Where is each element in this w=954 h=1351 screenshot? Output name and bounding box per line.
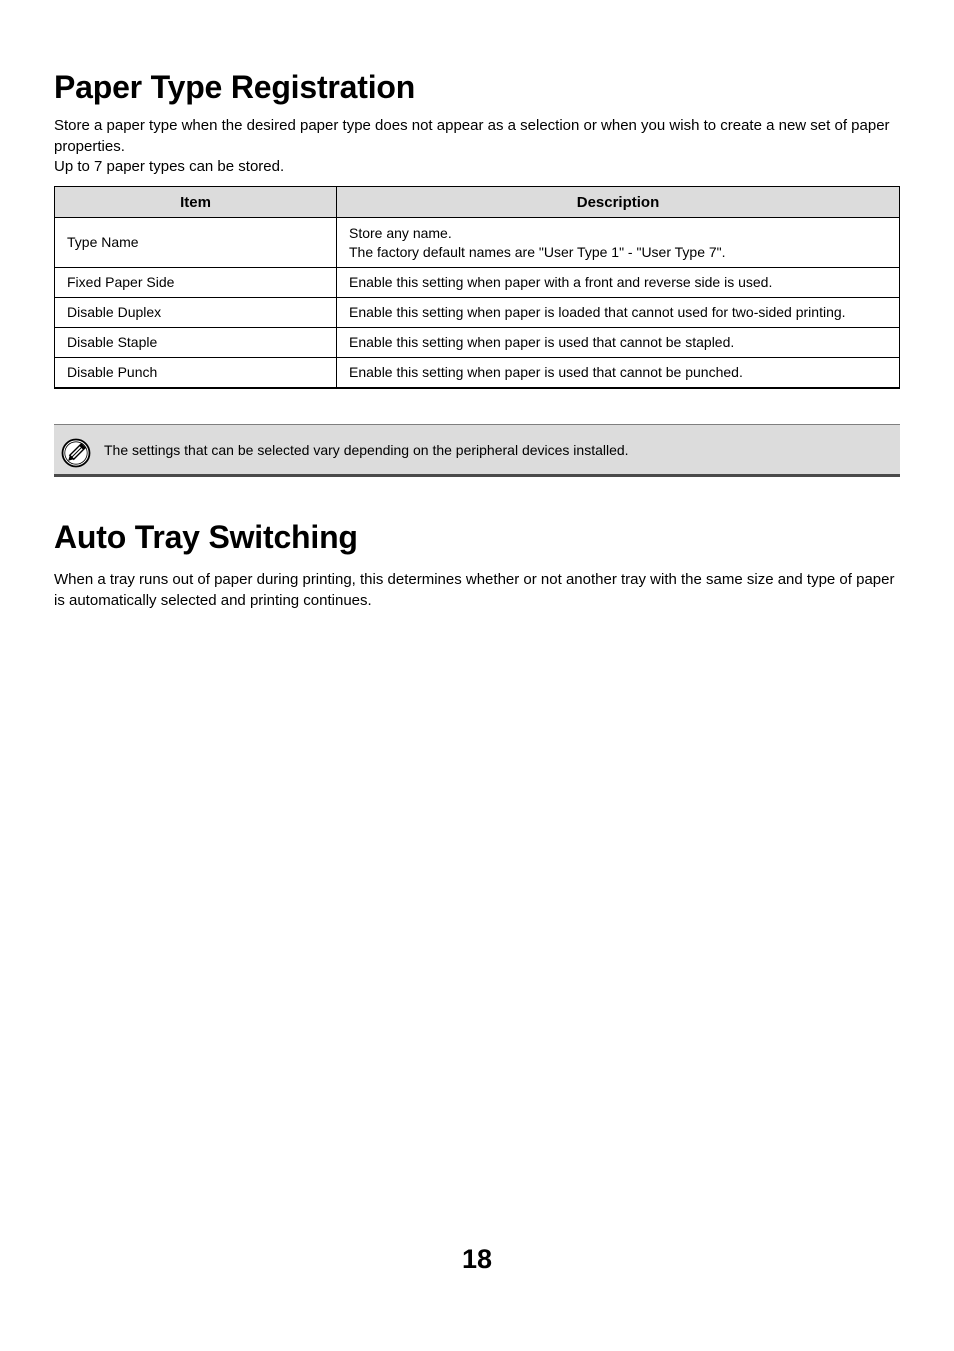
section-intro: [54, 116, 900, 178]
table-row: [55, 218, 900, 268]
section-title-paper-type-registration: Paper Type Registration: [54, 69, 416, 105]
item-cell: Disable Punch: [55, 358, 337, 389]
intro-paragraph-limit: Up to 7 paper types can be stored.: [54, 158, 285, 175]
intro-paragraph: Store a paper type when the desired paper type does not appear as a selection or when you wish to create a new set of paper properties.: [54, 117, 890, 155]
column-header-item: Item: [55, 187, 337, 218]
paper-type-settings-table: [54, 186, 900, 389]
description-line: Store any name.: [349, 224, 452, 241]
note-text: The settings that can be selected vary depending on the peripheral devices installed.: [104, 442, 629, 458]
table-row: [55, 328, 900, 358]
table-row: [55, 298, 900, 328]
note-box: [54, 424, 900, 477]
description-cell: [337, 218, 900, 268]
description-line: The factory default names are "User Type 1" - "User Type 7".: [349, 243, 726, 260]
description-cell: Enable this setting when paper is used that cannot be stapled.: [337, 328, 900, 358]
page-number: 18: [461, 1244, 493, 1274]
pencil-note-icon: [61, 438, 91, 468]
description-cell: Enable this setting when paper is loaded that cannot used for two-sided printing.: [337, 298, 900, 328]
section-title-auto-tray-switching: Auto Tray Switching: [54, 519, 358, 555]
description-cell: Enable this setting when paper is used that cannot be punched.: [337, 358, 900, 389]
table-row: [55, 268, 900, 298]
column-header-description: Description: [337, 187, 900, 218]
item-cell: Disable Duplex: [55, 298, 337, 328]
description-cell: Enable this setting when paper with a front and reverse side is used.: [337, 268, 900, 298]
section-paragraph: When a tray runs out of paper during printing, this determines whether or not another tray with the same size and type of paper is automatically selected and printing continues.: [54, 571, 895, 609]
item-cell: Disable Staple: [55, 328, 337, 358]
item-cell: Fixed Paper Side: [55, 268, 337, 298]
table-header-row: [55, 187, 900, 218]
table-row: [55, 358, 900, 389]
item-cell: Type Name: [55, 218, 337, 268]
